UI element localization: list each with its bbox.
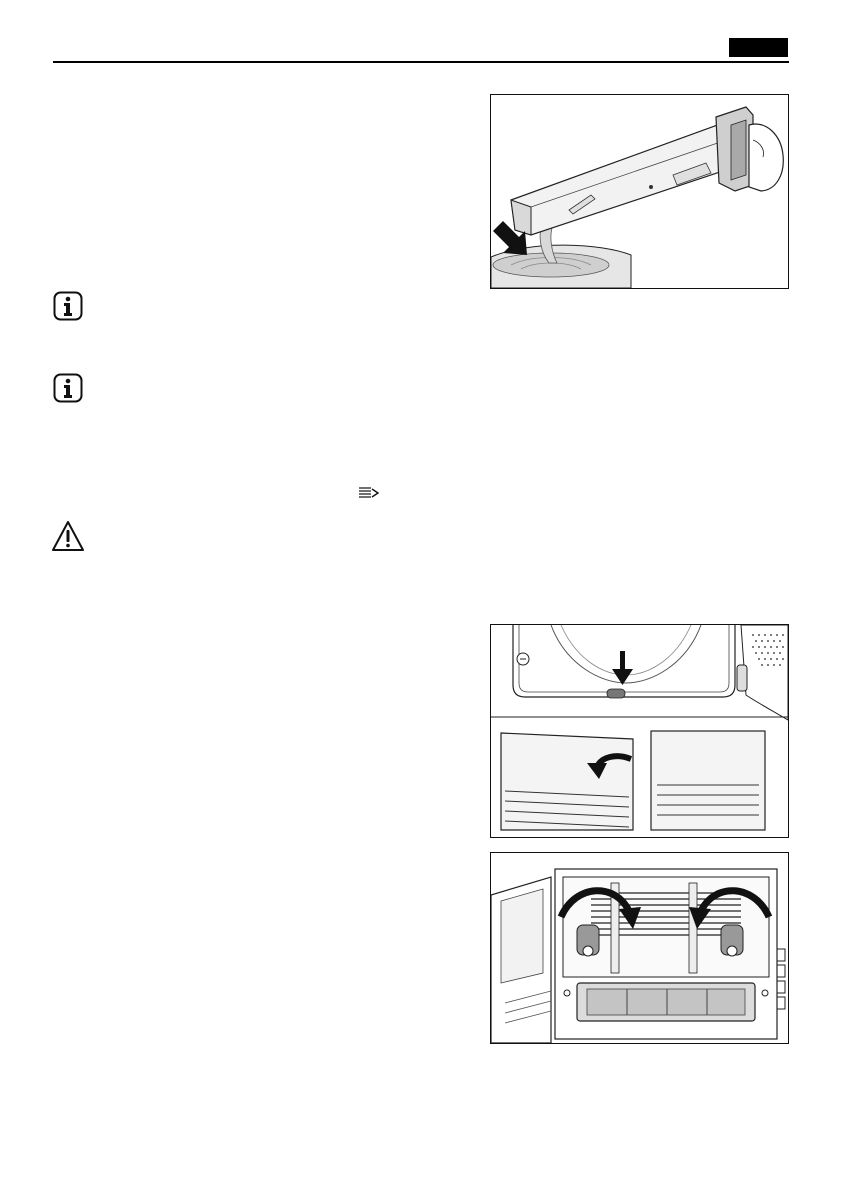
release-condenser-levers-figure bbox=[490, 852, 789, 1044]
info-icon bbox=[53, 291, 83, 321]
program-arrow-icon bbox=[358, 486, 380, 500]
warning-triangle-icon bbox=[51, 520, 85, 552]
open-plinth-flap-figure bbox=[490, 624, 789, 838]
page-header-rule bbox=[53, 61, 789, 63]
info-icon bbox=[53, 373, 83, 403]
language-tab bbox=[729, 38, 788, 57]
empty-water-container-figure bbox=[490, 94, 789, 289]
